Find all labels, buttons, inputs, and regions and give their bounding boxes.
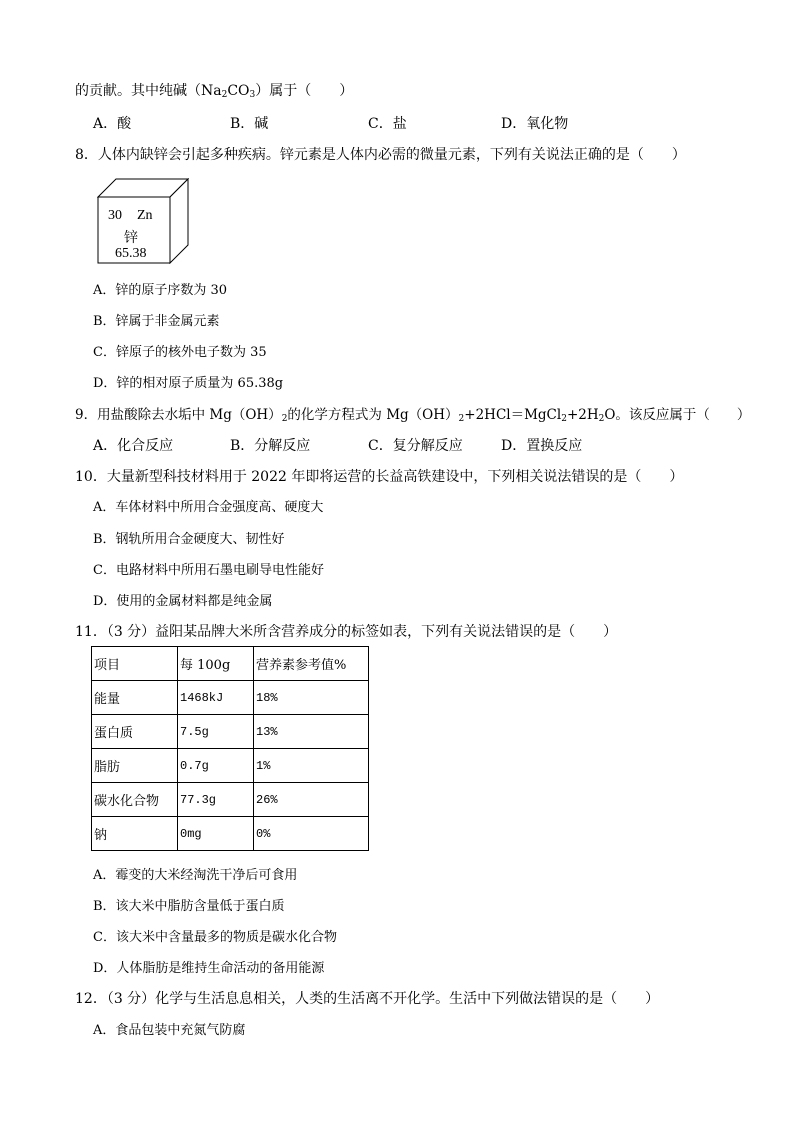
- q11-option-d: D．人体脂肪是维持生命活动的备用能源: [93, 961, 325, 976]
- table-cell: 脂肪: [92, 749, 178, 783]
- q8-option-d: D．锌的相对原子质量为 65.38g: [93, 376, 284, 391]
- q10-option-d: D．使用的金属材料都是纯金属: [93, 594, 273, 609]
- q10-stem: 10．大量新型科技材料用于 2022 年即将运营的长益高铁建设中，下列相关说法错误的是（ ）: [75, 469, 684, 485]
- table-header-cell: 每 100g: [178, 647, 254, 681]
- table-cell: 1468kJ: [178, 681, 254, 715]
- table-row: [92, 817, 369, 851]
- q9-option-b: B．分解反应: [230, 438, 311, 454]
- table-cell: 7.5g: [178, 715, 254, 749]
- q7-option-b: B．碱: [230, 116, 269, 132]
- zinc-element-cell: [97, 178, 189, 264]
- element-atomic-mass: 65.38: [115, 246, 147, 261]
- q8-option-a: A．锌的原子序数为 30: [93, 283, 228, 298]
- q8-stem: 8．人体内缺锌会引起多种疾病。锌元素是人体内必需的微量元素，下列有关说法正确的是（ ）: [75, 147, 686, 163]
- q10-option-b: B．钢轨所用合金硬度大、韧性好: [93, 532, 285, 547]
- q7-option-a: A．酸: [93, 116, 132, 132]
- q11-option-b: B．该大米中脂肪含量低于蛋白质: [93, 899, 285, 914]
- table-cell: 13%: [254, 715, 369, 749]
- table-cell: 1%: [254, 749, 369, 783]
- q8-option-b: B．锌属于非金属元素: [93, 314, 220, 329]
- table-cell: 0mg: [178, 817, 254, 851]
- q7-option-c: C．盐: [368, 116, 407, 132]
- table-row: [92, 715, 369, 749]
- q10-option-c: C．电路材料中所用石墨电刷导电性能好: [93, 563, 324, 578]
- table-cell: 能量: [92, 681, 178, 715]
- table-cell: 0.7g: [178, 749, 254, 783]
- q8-option-c: C．锌原子的核外电子数为 35: [93, 345, 267, 360]
- q7-continuation: 的贡献。其中纯碱$(Na_2CO_3)$属于（ ）: [75, 83, 354, 100]
- element-name: 锌: [124, 231, 138, 246]
- table-header-cell: 营养素参考值%: [254, 647, 369, 681]
- q10-option-a: A．车体材料中所用合金强度高、硬度大: [93, 500, 324, 515]
- table-cell: 0%: [254, 817, 369, 851]
- q9-stem: 9．用盐酸除去水垢中 $Mg(OH)_2$的化学方程式为 $Mg(OH)_2+2HCl=MgCl_2+2H_2O$。该反应属于（ ）: [75, 407, 751, 424]
- nutrition-table: [91, 646, 369, 851]
- q9-option-c: C．复分解反应: [368, 438, 463, 454]
- table-cell: 蛋白质: [92, 715, 178, 749]
- q12-stem: 12．（3 分）化学与生活息息相关，人类的生活离不开化学。生活中下列做法错误的是（ ）: [75, 991, 660, 1007]
- table-cell: 钠: [92, 817, 178, 851]
- table-row: [92, 681, 369, 715]
- table-cell: 18%: [254, 681, 369, 715]
- element-symbol: Zn: [137, 208, 153, 223]
- table-row: [92, 749, 369, 783]
- element-atomic-number: 30: [108, 208, 122, 223]
- q11-option-c: C．该大米中含量最多的物质是碳水化合物: [93, 930, 337, 945]
- q11-option-a: A．霉变的大米经淘洗干净后可食用: [93, 868, 298, 883]
- q9-option-d: D．置换反应: [501, 438, 583, 454]
- q9-option-a: A．化合反应: [93, 438, 174, 454]
- table-row: [92, 783, 369, 817]
- table-header-cell: 项目: [92, 647, 178, 681]
- q7-option-d: D．氧化物: [501, 116, 569, 132]
- table-header-row: [92, 647, 369, 681]
- table-cell: 碳水化合物: [92, 783, 178, 817]
- q12-option-a: A．食品包装中充氮气防腐: [93, 1023, 246, 1038]
- q11-stem: 11．（3 分）益阳某品牌大米所含营养成分的标签如表，下列有关说法错误的是（ ）: [75, 624, 618, 640]
- table-cell: 26%: [254, 783, 369, 817]
- table-cell: 77.3g: [178, 783, 254, 817]
